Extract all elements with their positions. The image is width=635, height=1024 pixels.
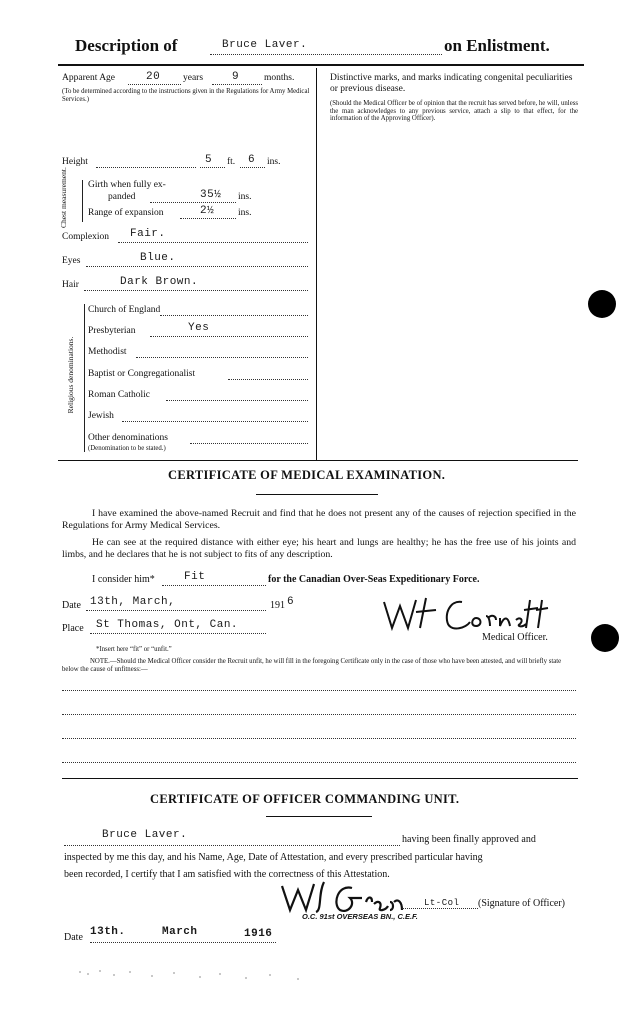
- column-divider: [316, 68, 317, 460]
- medical-section-end-rule: [62, 778, 578, 779]
- commanding-text-line3: been recorded, I certify that I am satisfied with the correctness of this Attestation.: [64, 869, 390, 880]
- age-years-value: 20: [146, 71, 161, 83]
- girth-value: 35½: [200, 189, 222, 201]
- commanding-rank-stamp: Lt-Col: [424, 898, 460, 908]
- denomination-note: (Denomination to be stated.): [88, 445, 166, 452]
- served-before-note: (Should the Medical Officer be of opinion that the recruit has served before, he will, unless the man acknowledges to any previous service, attach a slip to that effect, for the information of the Approving Officer).: [330, 100, 578, 122]
- commanding-date-label: Date: [64, 932, 83, 943]
- inches-label: ins.: [267, 157, 281, 167]
- scan-artifact: [70, 966, 330, 986]
- feet-label: ft.: [227, 157, 236, 167]
- age-months-value: 9: [232, 71, 240, 83]
- unfitness-line-1: [62, 690, 576, 691]
- medical-date-year-suffix: 6: [287, 596, 295, 608]
- religion-jewish-label: Jewish: [88, 411, 114, 421]
- header-title-left: Description of: [75, 36, 178, 55]
- religion-bracket: [84, 304, 85, 452]
- medical-officer-label: Medical Officer.: [482, 632, 548, 643]
- officer-signature-label: (Signature of Officer): [478, 898, 566, 909]
- punch-hole-bottom: [591, 624, 619, 652]
- religion-presbyterian-value: Yes: [188, 322, 210, 334]
- distinctive-marks-heading: Distinctive marks, and marks indicating congenital peculiarities or previous disease.: [330, 73, 573, 94]
- commanding-unit-stamp: O.C. 91st OVERSEAS BN., C.E.F.: [302, 912, 418, 921]
- commanding-certificate-title: CERTIFICATE OF OFFICER COMMANDING UNIT.: [150, 792, 460, 806]
- religion-methodist-label: Methodist: [88, 347, 127, 357]
- medical-paragraph-2: He can see at the required distance with either eye; his heart and lungs are healthy; he has the free use of his joints and limbs, and he declares that he is not subject to fits of any description.: [62, 537, 576, 560]
- commanding-officer-signature: [278, 880, 408, 914]
- medical-certificate-title: CERTIFICATE OF MEDICAL EXAMINATION.: [168, 468, 446, 482]
- unfitness-line-3: [62, 738, 576, 739]
- commanding-text-line1: having been finally approved and: [402, 834, 536, 845]
- height-inches-value: 6: [248, 154, 256, 166]
- medical-title-rule: [256, 494, 378, 495]
- religious-denominations-label: Religious denominations.: [66, 336, 75, 414]
- range-inches-label: ins.: [238, 208, 252, 218]
- age-instruction-note: (To be determined according to the instructions given in the Regulations for Army Medical Services.): [62, 88, 310, 103]
- chest-bracket: [82, 180, 83, 222]
- consider-label: I consider him*: [92, 574, 155, 585]
- medical-date-label: Date: [62, 600, 81, 611]
- commanding-recruit-name: Bruce Laver.: [102, 829, 188, 841]
- hair-value: Dark Brown.: [120, 276, 199, 288]
- girth-inches-label: ins.: [238, 192, 252, 202]
- religion-church-of-england-label: Church of England: [88, 305, 161, 315]
- unfitness-line-4: [62, 762, 576, 763]
- chest-measurement-label: Chest measurement.: [59, 167, 68, 228]
- commanding-date-month: March: [162, 926, 198, 938]
- complexion-value: Fair.: [130, 228, 166, 240]
- header-recruit-name: Bruce Laver.: [222, 39, 308, 51]
- hair-label: Hair: [62, 280, 79, 290]
- section-rule: [58, 460, 578, 461]
- months-label: months.: [264, 73, 295, 83]
- years-label: years: [183, 73, 204, 83]
- top-rule: [58, 64, 584, 66]
- complexion-label: Complexion: [62, 232, 109, 242]
- header-title-right: on Enlistment.: [444, 36, 550, 55]
- height-feet-value: 5: [205, 154, 213, 166]
- punch-hole-top: [588, 290, 616, 318]
- medical-place-label: Place: [62, 623, 84, 634]
- medical-date-year-prefix: 191: [270, 600, 285, 611]
- religion-roman-catholic-label: Roman Catholic: [88, 390, 151, 400]
- insert-fit-note: *Insert here “fit” or “unfit.”: [96, 646, 172, 653]
- range-expansion-label: Range of expansion: [88, 208, 164, 218]
- medical-officer-signature: [380, 594, 550, 634]
- commanding-text-line2: inspected by me this day, and his Name, Age, Date of Attestation, and every prescribed particular having: [64, 852, 483, 863]
- medical-date-value: 13th, March,: [90, 596, 176, 608]
- eyes-label: Eyes: [62, 256, 81, 266]
- religion-baptist-label: Baptist or Congregationalist: [88, 369, 196, 379]
- medical-fitness-value: Fit: [184, 571, 206, 583]
- commanding-signature-image: [278, 880, 408, 914]
- medical-signature-image: [380, 594, 550, 634]
- eyes-value: Blue.: [140, 252, 176, 264]
- apparent-age-label: Apparent Age: [62, 73, 116, 83]
- commanding-date-year: 1916: [244, 928, 273, 940]
- height-label: Height: [62, 157, 88, 167]
- unfitness-line-2: [62, 714, 576, 715]
- range-expansion-value: 2½: [200, 205, 215, 217]
- medical-paragraph-1: I have examined the above-named Recruit and find that he does not present any of the causes of rejection specified in the Regulations for Army Medical Services.: [62, 508, 576, 531]
- commanding-date-value: 13th.: [90, 926, 126, 938]
- unfit-note: NOTE.—Should the Medical Officer consider the Recruit unfit, he will fill in the foregoing Certificate only in the case of those who have been attested, and will briefly state below the cause of unfitness:—: [62, 658, 562, 673]
- consider-rest: for the Canadian Over-Seas Expeditionary Force.: [268, 574, 480, 585]
- religion-presbyterian-label: Presbyterian: [88, 326, 136, 336]
- girth-label-line2: panded: [108, 192, 136, 202]
- form-header: [60, 34, 580, 60]
- girth-label-line1: Girth when fully ex-: [88, 180, 166, 190]
- commanding-title-rule: [266, 816, 372, 817]
- medical-place-value: St Thomas, Ont, Can.: [96, 619, 239, 631]
- religion-other-label: Other denominations: [88, 433, 168, 443]
